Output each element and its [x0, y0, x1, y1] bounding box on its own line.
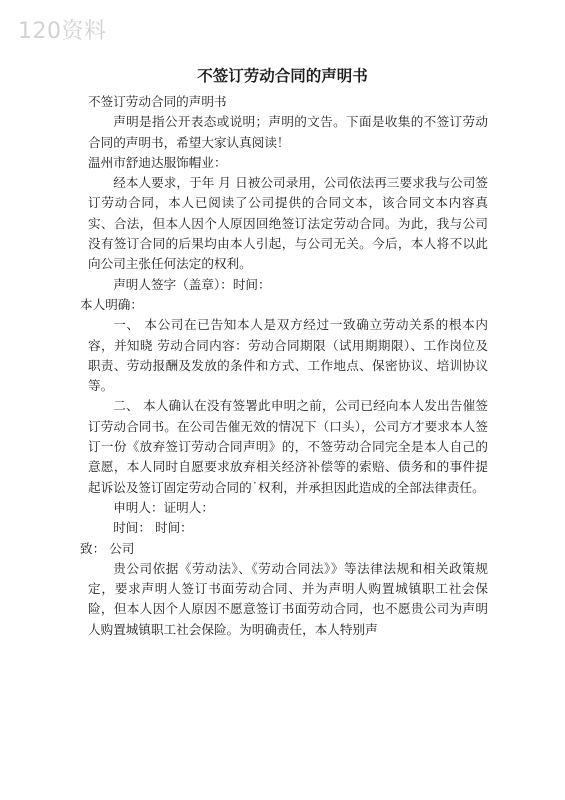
statement-paragraph: 经本人要求，于年 月 日被公司录用，公司依法再三要求我与公司签订劳动合同，本人已阅读了公司提供的合同文本，该合同文本内容真实、合法，但本人因个人原因回绝签订法定劳动合同。为此，我与公司没有签订合同的后果均由本人引起，与公司无关。今后，本人将不以此向公司主张任何法定的权利。 [88, 175, 488, 272]
watermark: 120资料 [18, 19, 107, 44]
recipient-line: 致： 公司 [80, 540, 135, 556]
signature-line: 声明人签字（盖章）：时间： [113, 276, 271, 292]
document-title: 不签订劳动合同的声明书 [197, 66, 368, 85]
clause-one: 一、 本公司在已告知本人是双方经过一致确立劳动关系的根本内容，并知晓 劳动合同内容：劳动合同期限（试用期期限）、工作岗位及职责、劳动报酬及发放的条件和方式、工作地点、保密协议、培训协议等。 [88, 317, 488, 394]
addressee-line: 温州市舒迪达服饰帽业： [88, 154, 227, 170]
document-body [80, 92, 488, 640]
declarant-line: 申明人：证明人： [113, 499, 214, 515]
clarification-heading: 本人明确： [80, 296, 143, 312]
clause-two: 二、 本人确认在没有签署此申明之前，公司已经向本人发出告催签订劳动合同书。在公司告催无效的情况下（口头），公司方才要求本人签订一份《放弃签订劳动合同声明》的，不签劳动合同完全是本人自己的意愿，本人同时自愿要求放弃相关经济补偿等的索赔、债务和的事件提起诉讼及签订固定劳动合同的˙权利，并承担因此造成的全部法律责任。 [88, 398, 488, 495]
time-line: 时间： 时间： [113, 520, 193, 536]
intro-paragraph: 声明是指公开表态或说明；声明的文告。下面是收集的不签订劳动合同的声明书，希望大家认真阅读！ [88, 114, 488, 150]
closing-paragraph: 贵公司依据《劳动法》、《劳动合同法》》等法律法规和相关政策规定，要求声明人签订书面劳动合同、并为声明人购置城镇职工社会保险，但本人因个人原因不愿意签订书面劳动合同，也不愿贵公司为声明人购置城镇职工社会保险。为明确责任，本人特别声 [88, 560, 488, 637]
subtitle-line: 不签订劳动合同的声明书 [88, 94, 227, 109]
